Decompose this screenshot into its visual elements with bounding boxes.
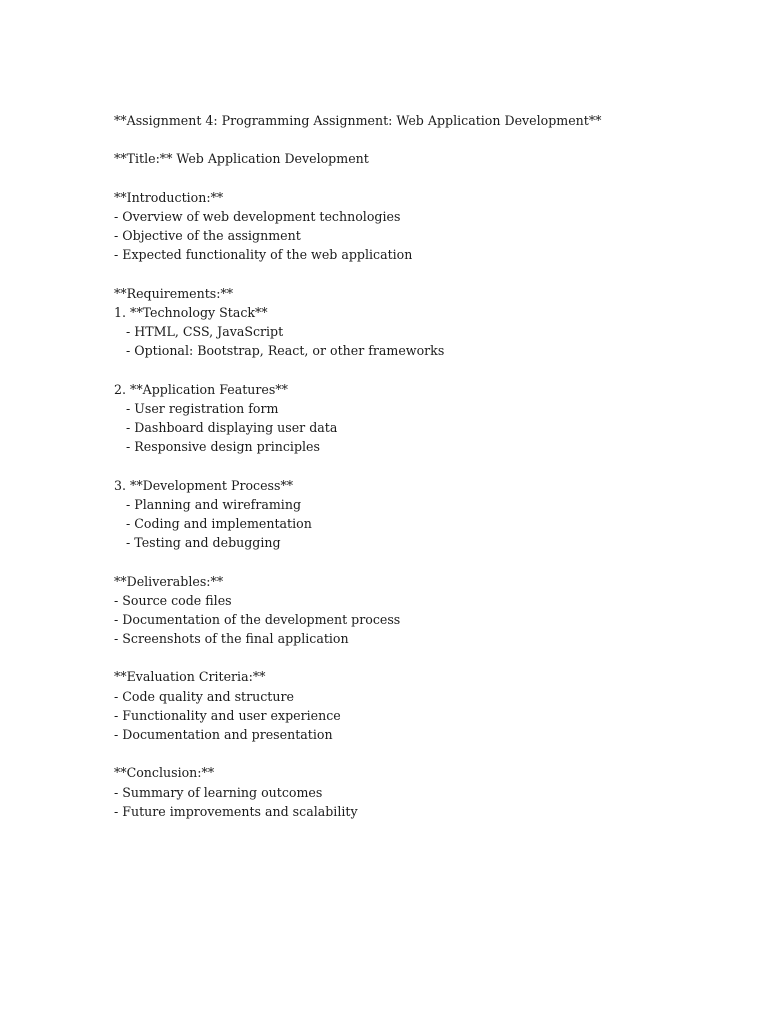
sub-list-item: - Coding and implementation: [114, 515, 312, 531]
blank-line: [114, 744, 734, 763]
document-body: [114, 111, 734, 821]
sub-list-item: - Testing and debugging: [114, 535, 281, 551]
blank-line: [114, 130, 734, 149]
blank-line: [114, 456, 734, 475]
deliverables-heading: **Deliverables:**: [114, 573, 224, 589]
numbered-item: 3. **Development Process**: [114, 477, 294, 493]
sub-list-item: - User registration form: [114, 400, 279, 416]
blank-line: [114, 265, 734, 284]
list-item: - Source code files: [114, 592, 232, 608]
introduction-heading: **Introduction:**: [114, 189, 224, 205]
sub-list-item: - Planning and wireframing: [114, 496, 301, 512]
blank-line: [114, 169, 734, 188]
numbered-item: 2. **Application Features**: [114, 381, 288, 397]
list-item: - Future improvements and scalability: [114, 803, 358, 819]
sub-list-item: - HTML, CSS, JavaScript: [114, 324, 284, 340]
list-item: - Screenshots of the final application: [114, 631, 349, 647]
numbered-item: 1. **Technology Stack**: [114, 304, 268, 320]
blank-line: [114, 360, 734, 379]
title-line: **Title:** Web Application Development: [114, 151, 369, 167]
sub-list-item: - Optional: Bootstrap, React, or other frameworks: [114, 343, 445, 359]
list-item: - Objective of the assignment: [114, 228, 301, 244]
list-item: - Functionality and user experience: [114, 707, 341, 723]
list-item: - Summary of learning outcomes: [114, 784, 323, 800]
list-item: - Documentation and presentation: [114, 727, 333, 742]
list-item: - Expected functionality of the web application: [114, 247, 413, 263]
sub-list-item: - Dashboard displaying user data: [114, 420, 338, 435]
list-item: - Overview of web development technologies: [114, 208, 401, 224]
sub-list-item: - Responsive design principles: [114, 439, 320, 455]
blank-line: [114, 552, 734, 571]
list-item: - Documentation of the development process: [114, 611, 401, 627]
requirements-heading: **Requirements:**: [114, 285, 234, 301]
list-item: - Code quality and structure: [114, 688, 294, 704]
document-heading: **Assignment 4: Programming Assignment: Web Application Development**: [114, 113, 602, 128]
evaluation-criteria-heading: **Evaluation Criteria:**: [114, 669, 266, 685]
blank-line: [114, 648, 734, 667]
conclusion-heading: **Conclusion:**: [114, 765, 215, 781]
